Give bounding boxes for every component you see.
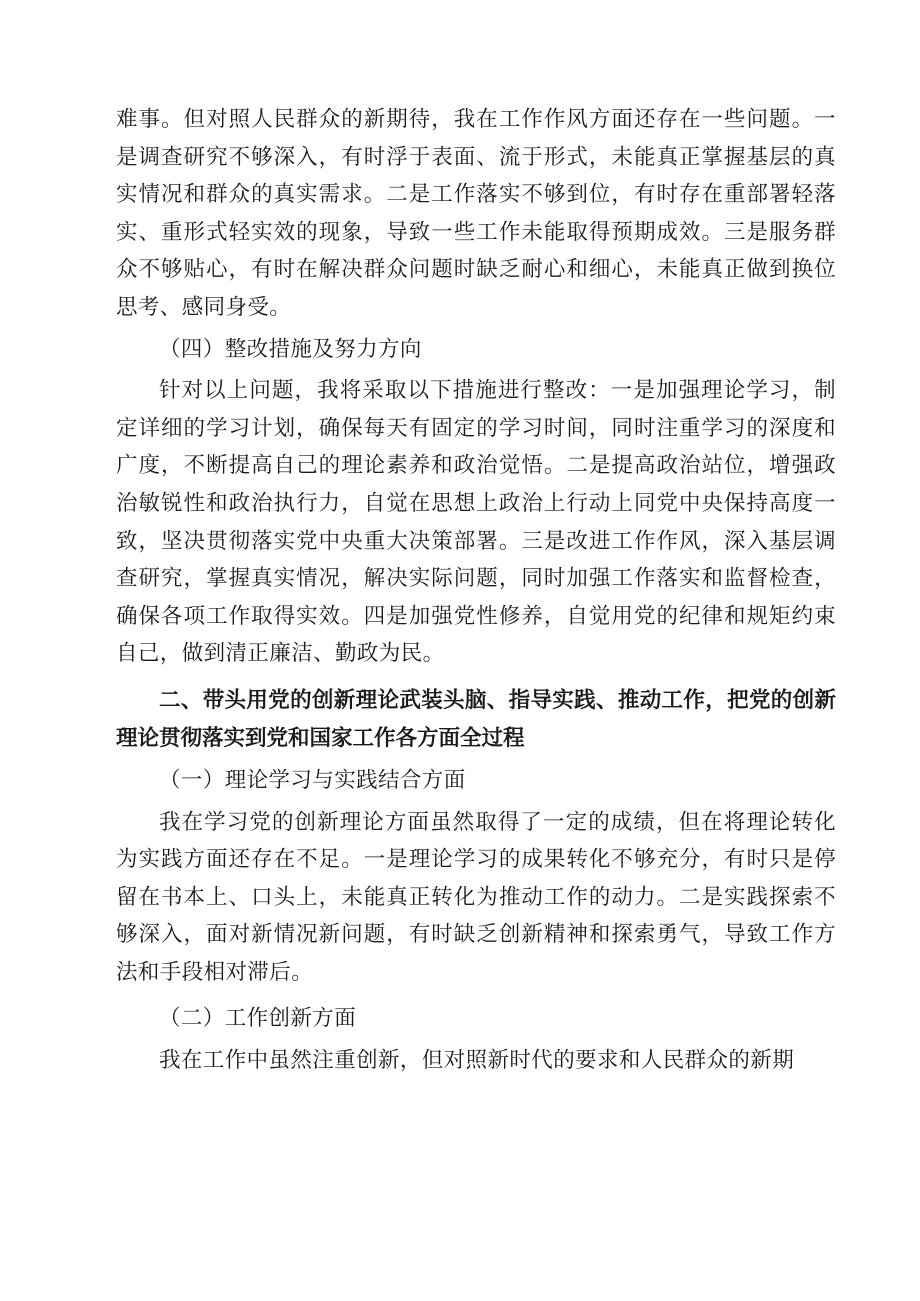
document-page bbox=[116, 101, 836, 1080]
paragraph-rectification-measures: 针对以上问题，我将采取以下措施进行整改：一是加强理论学习，制定详细的学习计划，确保每天有固定的学习时间，同时注重学习的深度和广度，不断提高自己的理论素养和政治觉悟。二是提高政治站位，增强政治敏锐性和政治执行力，自觉在思想上政治上行动上同党中央保持高度一致，坚决贯彻落实党中央重大决策部署。三是改进工作作风，深入基层调查研究，掌握真实情况，解决实际问题，同时加强工作落实和监督检查，确保各项工作取得实效。四是加强党性修养，自觉用党的纪律和规矩约束自己，做到清正廉洁、勤政为民。 bbox=[116, 378, 836, 667]
paragraph-theory-practice: 我在学习党的创新理论方面虽然取得了一定的成绩，但在将理论转化为实践方面还存在不足。一是理论学习的成果转化不够充分，有时只是停留在书本上、口头上，未能真正转化为推动工作的动力。二是实践探索不够深入，面对新情况新问题，有时缺乏创新精神和探索勇气，导致工作方法和手段相对滞后。 bbox=[116, 809, 836, 985]
section-heading-two: 二、带头用党的创新理论武装头脑、指导实践、推动工作，把党的创新理论贯彻落实到党和国家工作各方面全过程 bbox=[116, 687, 836, 751]
subheading-work-innovation: （二）工作创新方面 bbox=[159, 1006, 357, 1032]
paragraph-work-style-problems: 难事。但对照人民群众的新期待，我在工作作风方面还存在一些问题。一是调查研究不够深入，有时浮于表面、流于形式，未能真正掌握基层的真实情况和群众的真实需求。二是工作落实不够到位，有时存在重部署轻落实、重形式轻实效的现象，导致一些工作未能取得预期成效。三是服务群众不够贴心，有时在解决群众问题时缺乏耐心和细心，未能真正做到换位思考、感同身受。 bbox=[116, 107, 836, 320]
subheading-theory-practice: （一）理论学习与实践结合方面 bbox=[159, 767, 466, 793]
subheading-rectification-measures: （四）整改措施及努力方向 bbox=[159, 336, 422, 362]
paragraph-work-innovation: 我在工作中虽然注重创新，但对照新时代的要求和人民群众的新期 bbox=[159, 1048, 795, 1074]
